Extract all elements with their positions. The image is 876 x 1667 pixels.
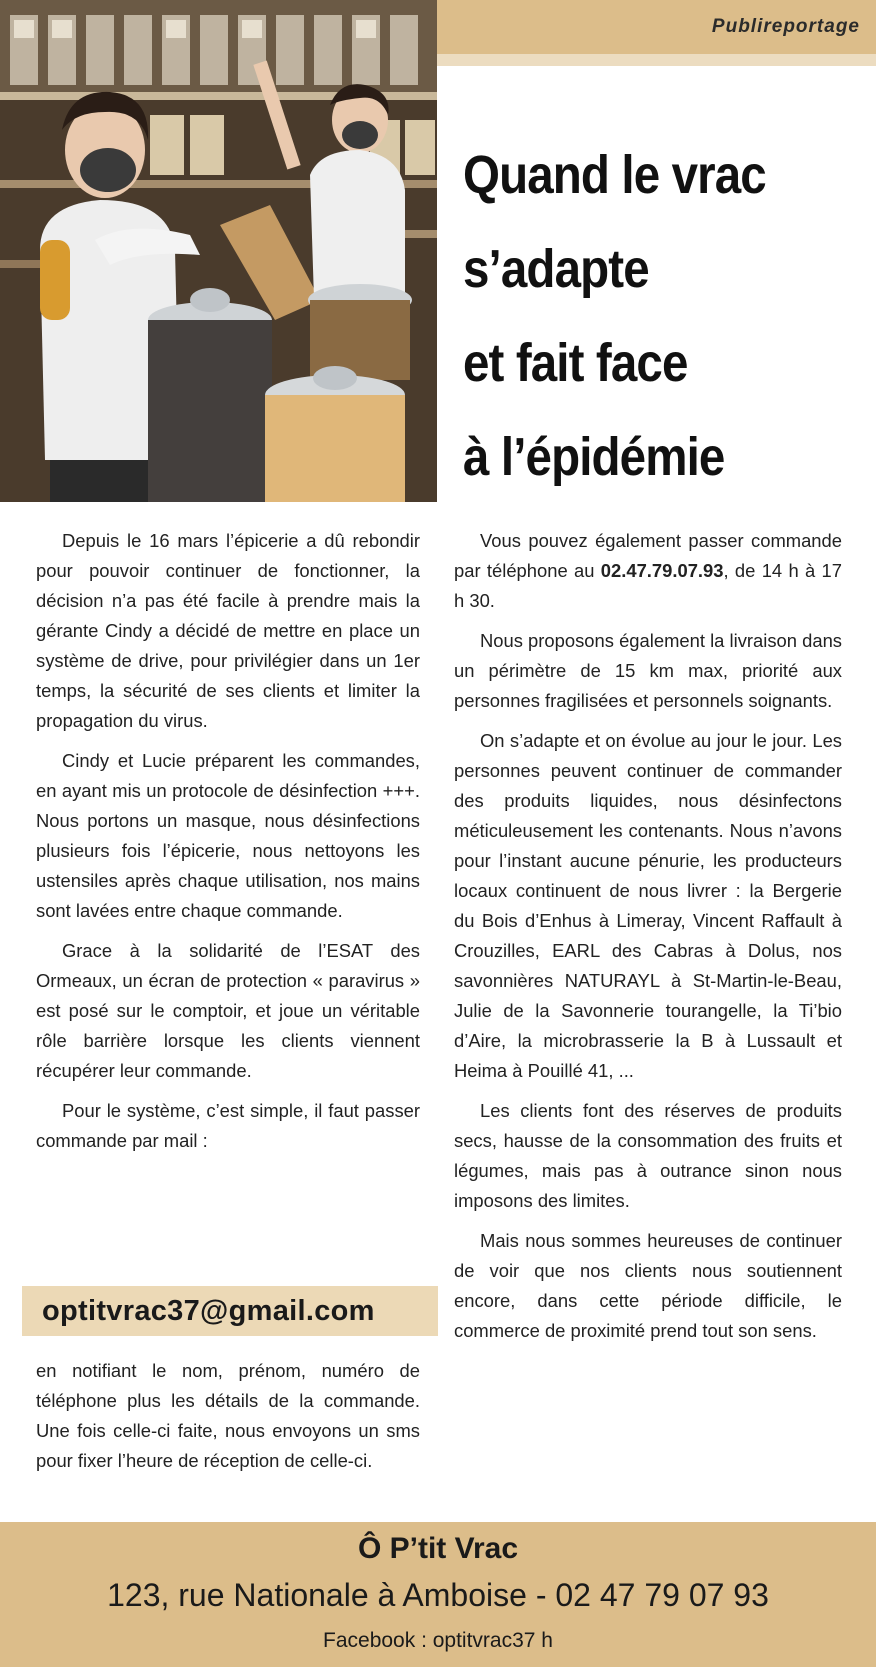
phone-number[interactable]: 02.47.79.07.93 [600, 560, 724, 581]
headline-line-1: Quand le vrac [463, 145, 766, 205]
left-paragraph-2: Cindy et Lucie préparent les commandes, en ayant mis un protocole de désinfection +++. Nous portons un masque, nous désinfections plusieurs fois l’épicerie, nous nettoyons les ustensiles après chaque utilisation, nos mains sont lavées entre chaque commande. [36, 750, 420, 921]
left-paragraph-4: Pour le système, c’est simple, il faut passer commande par mail : [36, 1100, 420, 1151]
right-paragraph-4: Les clients font des réserves de produits secs, hausse de la consommation des fruits et légumes, mais pas à outrance sinon nous imposons des limites. [454, 1100, 842, 1211]
headline-line-3: et fait face [463, 333, 688, 393]
headline-line-2: s’adapte [463, 239, 649, 299]
header-band-accent [437, 54, 876, 66]
article-headline [463, 128, 815, 504]
shop-photo [0, 0, 437, 502]
email-address-link[interactable]: optitvrac37@gmail.com [42, 1294, 375, 1327]
right-paragraph-1-hours: , de 14 h à 17 h 30. [454, 560, 843, 611]
left-paragraph-1: Depuis le 16 mars l’épicerie a dû rebondir pour pouvoir continuer de fonctionner, la décision n’a pas été facile à prendre mais la gérante Cindy a décidé de mettre en place un système de drive, pour privilégier dans un 1er temps, la sécurité de ses clients et limiter la propagation du virus. [36, 530, 420, 731]
shop-photo-illustration [0, 0, 437, 502]
header-band [437, 0, 876, 54]
email-highlight [22, 1286, 438, 1336]
headline-line-4: à l’épidémie [463, 427, 725, 487]
left-paragraph-3: Grace à la solidarité de l’ESAT des Ormeaux, un écran de protection « paravirus » est posé sur le comptoir, et joue un véritable rôle barrière lorsque les clients viennent récupérer leur commande. [36, 940, 420, 1081]
right-paragraph-3: On s’adapte et on évolue au jour le jour. Les personnes peuvent continuer de commander des produits liquides, nous désinfectons méticuleusement les contenants. Nous n’avons pour l’instant aucune pénurie, les producteurs locaux continuent de nous livrer : la Bergerie du Bois d’Enhus à Limeray, Vincent Raffault à Crouzilles, EARL des Cabras à Dolus, nos savonnières NATURAYL à St-Martin-le-Beau, Julie de la Savonnerie tourangelle, la Ti’bio d’Aire, la microbrasserie la B à Lussault et Heima à Pouillé 41, ... [454, 730, 842, 1081]
right-column [454, 526, 842, 1356]
right-paragraph-5: Mais nous sommes heureuses de continuer de voir que nos clients nous soutiennent encore, dans cette période difficile, le commerce de proximité prend tout son sens. [454, 1230, 842, 1341]
footer-band [0, 1522, 876, 1667]
left-column-top [36, 526, 420, 1166]
right-paragraph-2: Nous proposons également la livraison dans un périmètre de 15 km max, priorité aux personnes fragilisées et personnels soignants. [454, 630, 842, 711]
facebook-handle[interactable]: Facebook : optitvrac37 h [323, 1629, 553, 1652]
left-column-bottom [36, 1356, 420, 1486]
right-paragraph-1-text: Vous pouvez également passer commande par téléphone au [454, 530, 842, 581]
right-paragraph-1 [454, 526, 842, 616]
shop-address: 123, rue Nationale à Amboise - 02 47 79 07 93 [107, 1577, 769, 1613]
section-label: Publireportage [711, 16, 860, 37]
left-paragraph-5: en notifiant le nom, prénom, numéro de téléphone plus les détails de la commande. Une fois celle-ci faite, nous envoyons un sms pour fixer l’heure de réception de celle-ci. [36, 1360, 420, 1471]
shop-name: Ô P’tit Vrac [357, 1532, 519, 1565]
